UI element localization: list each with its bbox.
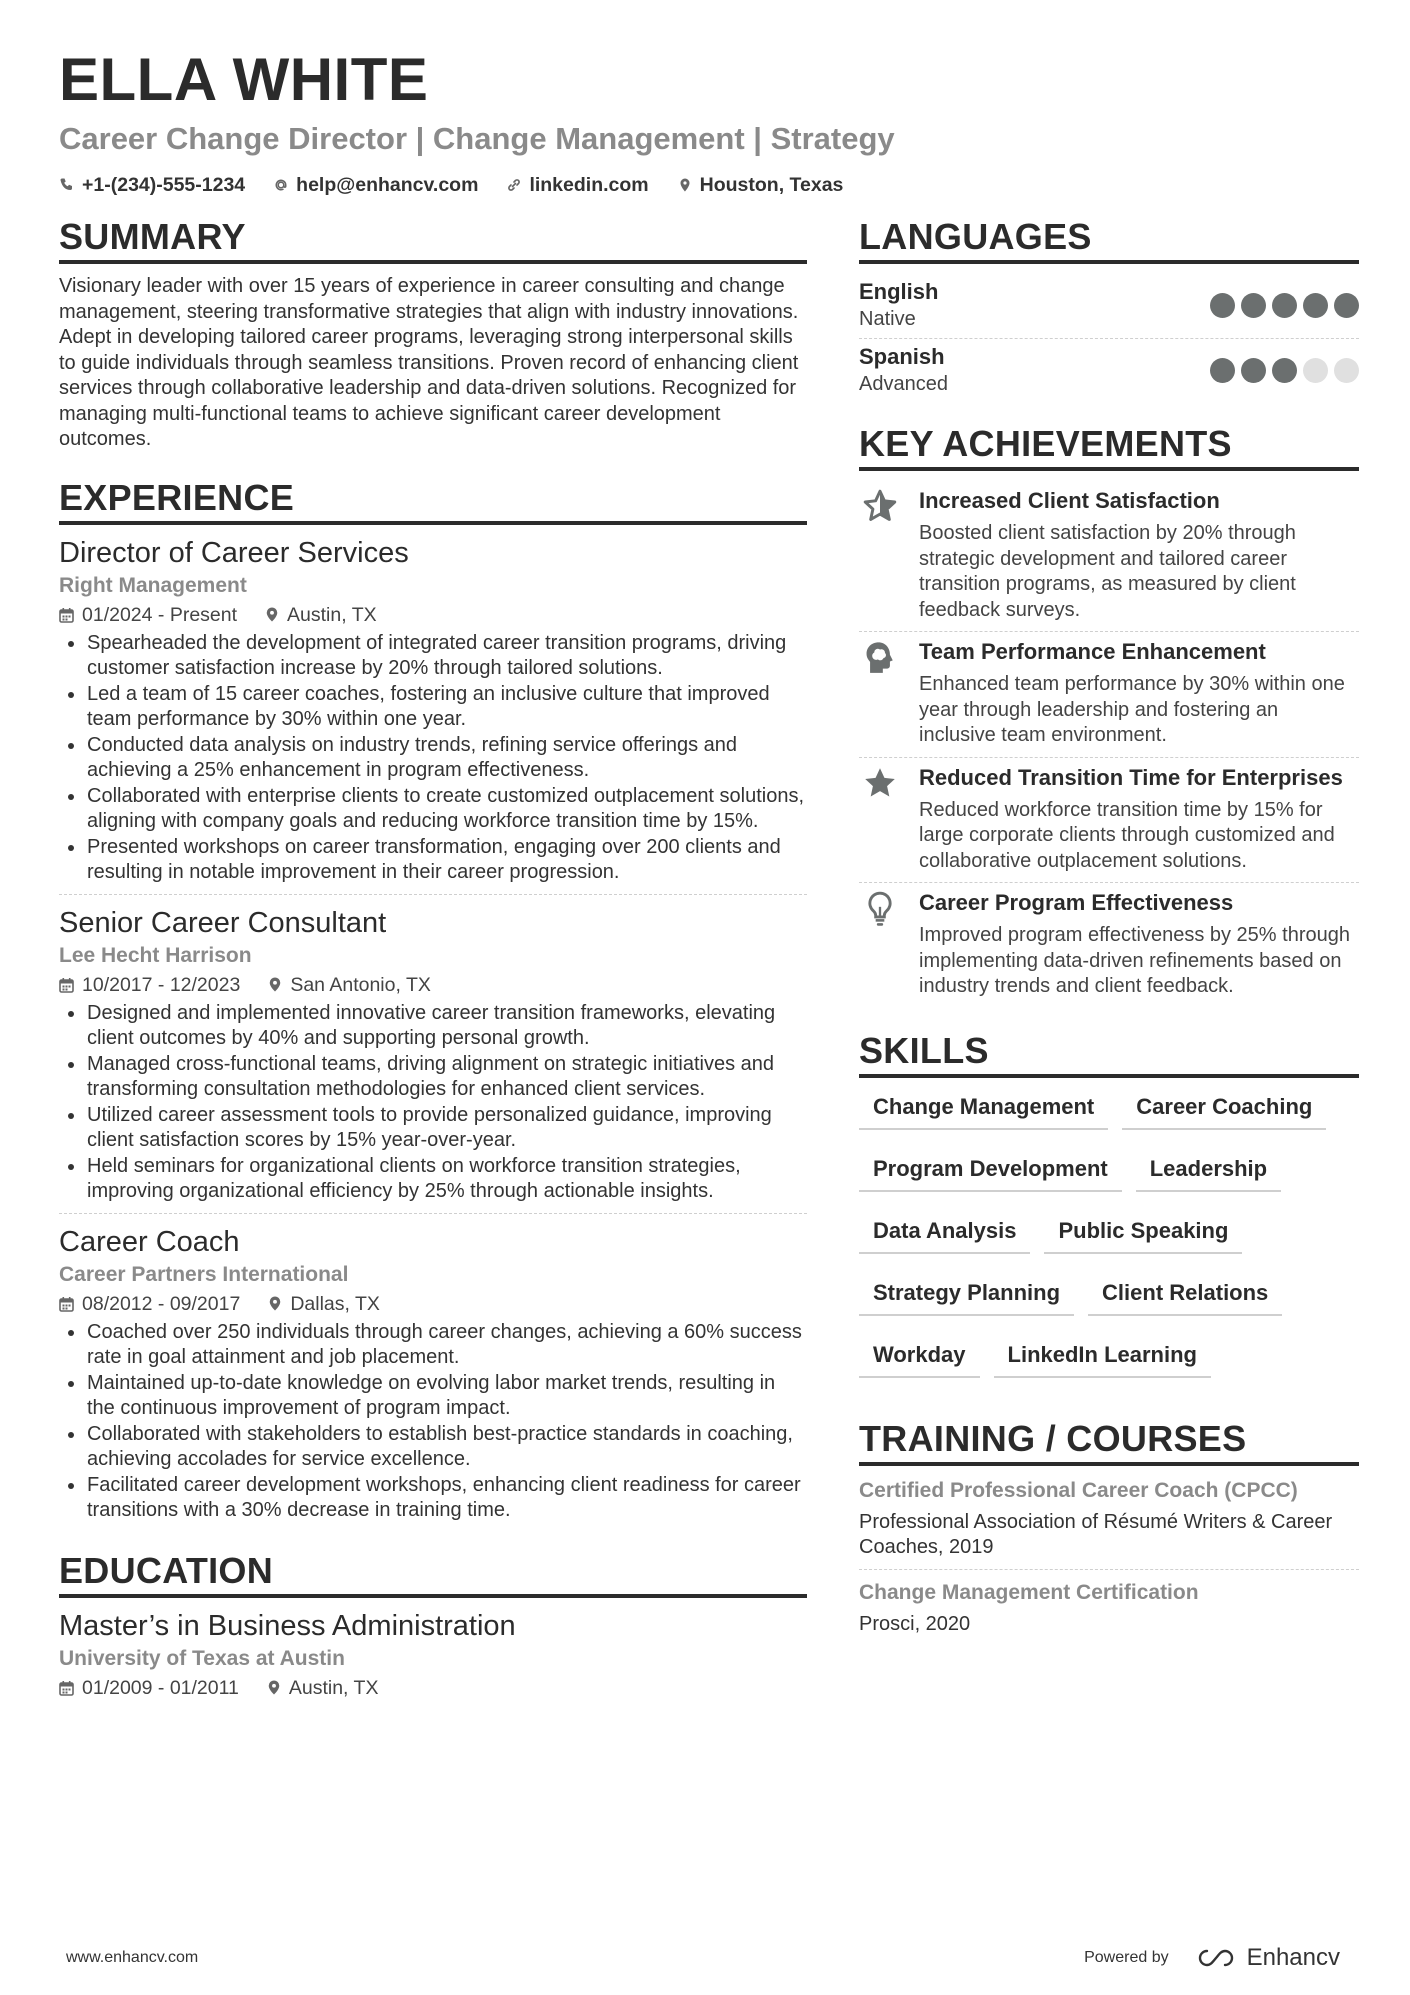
candidate-name: ELLA WHITE bbox=[59, 46, 429, 113]
calendar-icon bbox=[59, 1680, 74, 1696]
location-icon bbox=[268, 1295, 282, 1312]
training-heading: TRAINING / COURSES bbox=[859, 1418, 1359, 1466]
course-org: Professional Association of Résumé Writers & Career Coaches, 2019 bbox=[859, 1510, 1333, 1558]
contact-location-text: Houston, Texas bbox=[699, 174, 844, 196]
skill-tag: Program Development bbox=[859, 1150, 1122, 1192]
job-role: Senior Career Consultant bbox=[59, 906, 387, 939]
job-location bbox=[268, 1290, 380, 1318]
left-column bbox=[59, 216, 807, 1702]
bullet-item: Spearheaded the development of integrated career transition programs, driving customer satisfaction increase by 20% through tailored solutions. bbox=[59, 631, 807, 682]
job-meta bbox=[59, 971, 807, 999]
achievements-heading: KEY ACHIEVEMENTS bbox=[859, 423, 1359, 471]
skill-tag: Change Management bbox=[859, 1088, 1108, 1130]
contact-email-text: help@enhancv.com bbox=[296, 174, 479, 196]
job-company: Lee Hecht Harrison bbox=[59, 943, 252, 967]
bullet-item: Collaborated with stakeholders to establish best-practice standards in coaching, achieving accolades for service excellence. bbox=[59, 1422, 807, 1473]
contact-phone-text: +1-(234)-555-1234 bbox=[82, 174, 246, 196]
bullet-item: Led a team of 15 career coaches, fostering an inclusive culture that improved team performance by 30% within one year. bbox=[59, 682, 807, 733]
calendar-icon bbox=[59, 1296, 74, 1312]
rating-dot-filled bbox=[1303, 293, 1328, 318]
job-dates bbox=[59, 971, 240, 999]
bullet-item: Facilitated career development workshops, enhancing client readiness for career transitions with a 30% decrease in training time. bbox=[59, 1473, 807, 1524]
calendar-icon bbox=[59, 977, 74, 993]
summary-heading: SUMMARY bbox=[59, 216, 807, 264]
location-icon bbox=[268, 976, 282, 993]
calendar-icon bbox=[59, 607, 74, 623]
contact-linkedin-text: linkedin.com bbox=[529, 174, 649, 196]
job-dates-text: 10/2017 - 12/2023 bbox=[82, 973, 241, 996]
language-level: Advanced bbox=[859, 373, 948, 395]
training-section bbox=[859, 1418, 1359, 1646]
resume-header bbox=[59, 44, 1359, 198]
at-icon bbox=[273, 177, 289, 193]
brand-name: Enhancv bbox=[1246, 1944, 1340, 1971]
skill-tag: LinkedIn Learning bbox=[994, 1336, 1211, 1378]
rating-dot-filled bbox=[1241, 293, 1266, 318]
rating-dot-filled bbox=[1272, 293, 1297, 318]
enhancv-logo-icon bbox=[1193, 1947, 1239, 1969]
rating-dot-empty bbox=[1303, 358, 1328, 383]
education-degree: Master’s in Business Administration bbox=[59, 1609, 516, 1642]
star-outline-icon bbox=[862, 489, 898, 523]
achievement-item bbox=[859, 481, 1359, 632]
contact-email[interactable] bbox=[273, 172, 478, 198]
education-section bbox=[59, 1550, 807, 1702]
bullet-item: Maintained up-to-date knowledge on evolving labor market trends, resulting in the continuous improvement of program impact. bbox=[59, 1371, 807, 1422]
job-role: Director of Career Services bbox=[59, 536, 409, 569]
head-brain-icon bbox=[863, 640, 897, 676]
job-company: Career Partners International bbox=[59, 1262, 349, 1286]
achievement-desc: Boosted client satisfaction by 20% through strategic development and tailored career transition programs, as measured by client feedback surveys. bbox=[919, 522, 1296, 621]
bullet-item: Collaborated with enterprise clients to create customized outplacement solutions, aligning with company goals and reducing workforce transition time by 15%. bbox=[59, 784, 807, 835]
location-icon bbox=[267, 1679, 281, 1696]
lightbulb-icon bbox=[867, 891, 893, 927]
contact-bar bbox=[59, 172, 1359, 198]
course-item bbox=[859, 1578, 1359, 1646]
experience-heading: EXPERIENCE bbox=[59, 477, 807, 525]
job-meta bbox=[59, 1290, 807, 1318]
job-bullets bbox=[59, 1001, 807, 1205]
job-company: Right Management bbox=[59, 573, 247, 597]
education-dates bbox=[59, 1674, 239, 1702]
achievement-title: Increased Client Satisfaction bbox=[919, 488, 1220, 513]
footer-powered bbox=[1084, 1944, 1340, 1972]
location-icon bbox=[265, 606, 279, 623]
achievement-item bbox=[859, 758, 1359, 884]
skill-tag: Client Relations bbox=[1088, 1274, 1282, 1316]
summary-text: Visionary leader with over 15 years of experience in career consulting and change management, steering transformative strategies that align with industry innovations. Adept in developing tailored career programs, leveraging strong interpersonal skills to guide individuals through seamless transitions. Proven record of enhancing client services through collaborative leadership and data-driven solutions. Recognized for managing multi-functional teams to achieve significant career development outcomes. bbox=[59, 275, 799, 450]
job-meta bbox=[59, 601, 807, 629]
bullet-item: Designed and implemented innovative career transition frameworks, elevating client outcomes by 40% and supporting personal growth. bbox=[59, 1001, 807, 1052]
powered-by-label: Powered by bbox=[1084, 1949, 1169, 1966]
course-item bbox=[859, 1476, 1359, 1570]
job-role: Career Coach bbox=[59, 1225, 240, 1258]
job-location bbox=[265, 601, 377, 629]
link-icon bbox=[506, 177, 522, 193]
course-org: Prosci, 2020 bbox=[859, 1612, 971, 1635]
job-bullets bbox=[59, 1320, 807, 1524]
language-level: Native bbox=[859, 308, 916, 330]
skill-tag: Data Analysis bbox=[859, 1212, 1030, 1254]
job-location bbox=[268, 971, 431, 999]
contact-location bbox=[677, 172, 844, 198]
rating-dot-filled bbox=[1272, 358, 1297, 383]
achievement-title: Team Performance Enhancement bbox=[919, 639, 1266, 664]
job-dates-text: 08/2012 - 09/2017 bbox=[82, 1292, 241, 1315]
job-bullets bbox=[59, 631, 807, 886]
summary-section bbox=[59, 216, 807, 453]
achievement-desc: Enhanced team performance by 30% within one year through leadership and fostering an inclusive team environment. bbox=[919, 673, 1345, 746]
job-location-text: Austin, TX bbox=[287, 603, 377, 626]
achievement-title: Reduced Transition Time for Enterprises bbox=[919, 764, 1343, 790]
rating-dot-filled bbox=[1210, 293, 1235, 318]
star-filled-icon bbox=[862, 766, 898, 800]
languages-heading: LANGUAGES bbox=[859, 216, 1359, 264]
skill-tag: Career Coaching bbox=[1122, 1088, 1326, 1130]
right-column bbox=[859, 216, 1359, 1653]
rating-dot-filled bbox=[1334, 293, 1359, 318]
language-item bbox=[859, 339, 1359, 403]
job-dates-text: 01/2024 - Present bbox=[82, 603, 238, 626]
contact-phone[interactable] bbox=[59, 172, 245, 198]
course-title: Change Management Certification bbox=[859, 1580, 1199, 1604]
job-dates bbox=[59, 601, 237, 629]
job-entry bbox=[59, 905, 807, 1214]
phone-icon bbox=[59, 177, 75, 193]
contact-linkedin[interactable] bbox=[506, 172, 648, 198]
achievement-title: Career Program Effectiveness bbox=[919, 890, 1234, 915]
candidate-title: Career Change Director | Change Management | Strategy bbox=[59, 121, 895, 156]
language-rating bbox=[1210, 358, 1359, 383]
language-name: English bbox=[859, 279, 939, 304]
language-name: Spanish bbox=[859, 344, 945, 369]
achievements-section bbox=[859, 423, 1359, 1008]
skills-heading: SKILLS bbox=[859, 1030, 1359, 1078]
achievement-item bbox=[859, 883, 1359, 1008]
enhancv-logo[interactable] bbox=[1193, 1944, 1340, 1972]
job-location-text: San Antonio, TX bbox=[290, 973, 431, 996]
footer-website[interactable]: www.enhancv.com bbox=[66, 1949, 199, 1966]
bullet-item: Managed cross-functional teams, driving alignment on strategic initiatives and transforming consultation methodologies for enhanced client services. bbox=[59, 1052, 807, 1103]
bullet-item: Presented workshops on career transformation, engaging over 200 clients and resulting in notable improvement in their career progression. bbox=[59, 835, 807, 886]
job-entry bbox=[59, 1224, 807, 1532]
languages-section bbox=[859, 216, 1359, 403]
location-icon bbox=[677, 177, 693, 193]
job-entry bbox=[59, 535, 807, 895]
job-dates bbox=[59, 1290, 240, 1318]
bullet-item: Coached over 250 individuals through career changes, achieving a 60% success rate in goal attainment and job placement. bbox=[59, 1320, 807, 1371]
course-title: Certified Professional Career Coach (CPCC) bbox=[859, 1478, 1298, 1502]
footer bbox=[66, 1944, 1340, 1972]
skill-tag: Workday bbox=[859, 1336, 980, 1378]
job-location-text: Dallas, TX bbox=[290, 1292, 380, 1315]
language-item bbox=[859, 274, 1359, 339]
bullet-item: Held seminars for organizational clients on workforce transition strategies, improving organizational efficiency by 25% through actionable insights. bbox=[59, 1154, 807, 1205]
education-location bbox=[267, 1674, 379, 1702]
achievement-desc: Reduced workforce transition time by 15% for large corporate clients through customized and collaborative outplacement solutions. bbox=[919, 798, 1335, 872]
skill-tag: Public Speaking bbox=[1044, 1212, 1242, 1254]
skill-tag: Strategy Planning bbox=[859, 1274, 1074, 1316]
skills-section bbox=[859, 1030, 1359, 1378]
rating-dot-filled bbox=[1210, 358, 1235, 383]
bullet-item: Utilized career assessment tools to provide personalized guidance, improving client satisfaction scores by 15% year-over-year. bbox=[59, 1103, 807, 1154]
education-meta bbox=[59, 1674, 807, 1702]
skills-list bbox=[859, 1088, 1359, 1378]
achievement-desc: Improved program effectiveness by 25% through implementing data-driven refinements based on industry trends and client feedback. bbox=[919, 924, 1350, 997]
education-dates-text: 01/2009 - 01/2011 bbox=[82, 1676, 239, 1699]
education-school: University of Texas at Austin bbox=[59, 1646, 345, 1670]
rating-dot-filled bbox=[1241, 358, 1266, 383]
language-rating bbox=[1210, 293, 1359, 318]
education-heading: EDUCATION bbox=[59, 1550, 807, 1598]
rating-dot-empty bbox=[1334, 358, 1359, 383]
experience-section bbox=[59, 477, 807, 1532]
education-location-text: Austin, TX bbox=[288, 1676, 379, 1699]
achievement-item bbox=[859, 632, 1359, 758]
bullet-item: Conducted data analysis on industry trends, refining service offerings and achieving a 25% enhancement in program effectiveness. bbox=[59, 733, 807, 784]
skill-tag: Leadership bbox=[1136, 1150, 1281, 1192]
